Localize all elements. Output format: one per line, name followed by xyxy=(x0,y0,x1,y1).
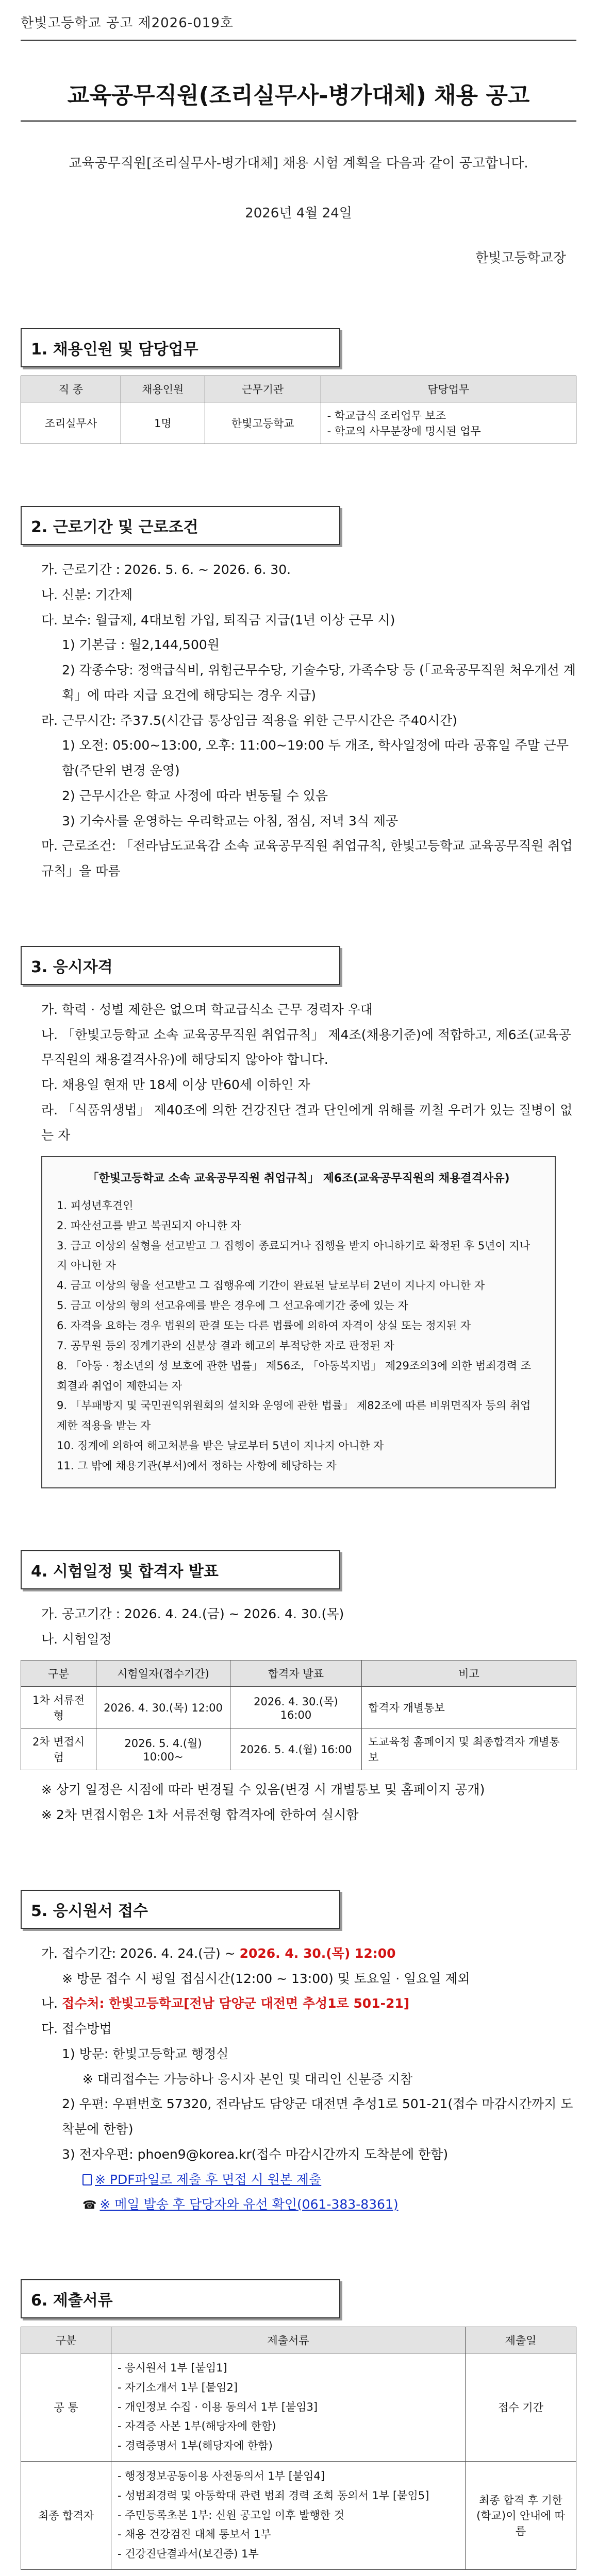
table-cell: 2차 면접시험 xyxy=(21,1728,96,1770)
schedule-table xyxy=(21,1660,576,1770)
list-item: 6. 자격을 요하는 경우 법원의 판결 또는 다른 법률에 의하여 자격이 상실 또는 정지된 자 xyxy=(57,1319,471,1332)
table-cell xyxy=(111,2461,466,2569)
text-line: 가. 근로기간 : 2026. 5. 6. ~ 2026. 6. 30. xyxy=(41,562,291,577)
list-item: - 건강진단결과서(보건증) 1부 xyxy=(118,2548,259,2561)
phone-link[interactable]: ※ 메일 발송 후 담당자와 유선 확인(061-383-8361) xyxy=(100,2197,399,2212)
email-line: 3) 전자우편: phoen9@korea.kr(접수 마감시간까지 도착분에 한함) xyxy=(62,2146,449,2162)
table-header: 구분 xyxy=(21,1660,96,1687)
list-item: - 경력증명서 1부(해당자에 한함) xyxy=(118,2439,273,2452)
section-1-title: 1. 채용인원 및 담당업무 xyxy=(21,328,340,367)
text-line: 다. 채용일 현재 만 18세 이상 만60세 이하인 자 xyxy=(41,1077,310,1092)
table-cell: 조리실무사 xyxy=(21,402,121,444)
note-line: ※ 상기 일정은 시점에 따라 변경될 수 있음(변경 시 개별통보 및 홈페이지 공개) xyxy=(41,1782,485,1798)
list-item: 11. 그 밖에 채용기관(부서)에서 정하는 사항에 해당하는 자 xyxy=(57,1459,337,1472)
school-name: 한빛고등학교장 xyxy=(475,250,566,266)
table-header: 비고 xyxy=(362,1660,576,1687)
table-cell: 공 통 xyxy=(21,2353,111,2462)
table-header: 근무기관 xyxy=(205,376,321,402)
list-item: 9. 「부패방지 및 국민권익위원회의 설치와 운영에 관한 법률」 제82조에 따른 비위면직자 등의 취업제한 적용을 받는 자 xyxy=(57,1399,531,1432)
list-item: - 성범죄경력 및 아동학대 관련 범죄 경력 조회 동의서 1부 [붙임5] xyxy=(118,2489,429,2502)
office-line xyxy=(21,1991,576,2016)
section-4 xyxy=(21,1550,576,1828)
table-header: 제출일 xyxy=(466,2327,576,2353)
text-line: 다. 보수: 월급제, 4대보험 가입, 퇴직금 지급(1년 이상 근무 시) xyxy=(41,612,395,628)
pdf-note xyxy=(21,2167,576,2193)
deadline-text: 2026. 4. 30.(목) 12:00 xyxy=(239,1945,396,1961)
text-line: 2) 각종수당: 정액급식비, 위험근무수당, 기술수당, 가족수당 등 (「교육공무직원 처우개선 계획」에 따라 지급 요건에 해당되는 경우 지급) xyxy=(62,663,576,703)
recruitment-table xyxy=(21,376,576,444)
list-item: - 개인정보 수집 · 이용 동의서 1부 [붙임3] xyxy=(118,2400,318,2413)
text-line: 나. 시험일정 xyxy=(41,1631,112,1647)
section-3-title: 3. 응시자격 xyxy=(21,946,340,985)
text-line: 마. 근로조건: 「전라남도교육감 소속 교육공무직원 취업규칙, 한빛고등학교 교육공무직원 취업 규칙」을 따름 xyxy=(41,838,573,878)
table-cell: - 학교급식 조리업무 보조 - 학교의 사무분장에 명시된 업무 xyxy=(321,402,576,444)
list-item: 5. 금고 이상의 형의 선고유예를 받은 경우에 그 선고유예기간 중에 있는 자 xyxy=(57,1299,408,1312)
section-1 xyxy=(21,328,576,444)
list-item: - 자기소개서 1부 [붙임2] xyxy=(118,2381,238,2394)
phone-icon: ☎ xyxy=(82,2199,97,2212)
table-cell xyxy=(111,2353,466,2462)
text-line: 1) 방문: 한빛고등학교 행정실 xyxy=(62,2046,229,2061)
table-cell: 2026. 4. 30.(목) 12:00 xyxy=(96,1687,230,1728)
table-cell: 도교육청 홈페이지 및 최종합격자 개별통보 xyxy=(362,1728,576,1770)
table-cell: 1차 서류전형 xyxy=(21,1687,96,1728)
office-text: 접수처: 한빛고등학교[전남 담양군 대전면 추성1로 501-21] xyxy=(62,1996,410,2011)
text-line: 가. 공고기간 : 2026. 4. 24.(금) ~ 2026. 4. 30.(목) xyxy=(41,1606,344,1621)
section-2-title: 2. 근로기간 및 근로조건 xyxy=(21,506,340,545)
list-item: 8. 「아동 · 청소년의 성 보호에 관한 법률」 제56조, 「아동복지법」 제29조의3에 의한 범죄경력 조회결과 취업이 제한되는 자 xyxy=(57,1359,532,1392)
table-header: 합격자 발표 xyxy=(230,1660,361,1687)
period-prefix: 가. 접수기간: 2026. 4. 24.(금) ~ xyxy=(41,1945,240,1961)
section-5 xyxy=(21,1890,576,2217)
period-line xyxy=(21,1941,576,1967)
table-header: 구분 xyxy=(21,2327,111,2353)
table-row xyxy=(21,1728,576,1770)
table-header: 직 종 xyxy=(21,376,121,402)
text-line: 라. 「식품위생법」 제40조에 의한 건강진단 결과 단인에게 위해를 끼칠 우려가 있는 질병이 없는 자 xyxy=(41,1102,573,1143)
text-line: 2) 우편: 우편번호 57320, 전라남도 담양군 대전면 추성1로 501-21(접수 마감시간까지 도착분에 한함) xyxy=(62,2096,573,2137)
table-cell: 접수 기간 xyxy=(466,2353,576,2462)
table-cell: 최종 합격자 xyxy=(21,2461,111,2569)
list-item: - 채용 건강검진 대체 통보서 1부 xyxy=(118,2528,271,2541)
list-item: - 주민등록초본 1부: 신원 공고일 이후 발행한 것 xyxy=(118,2509,344,2521)
section-4-title: 4. 시험일정 및 합격자 발표 xyxy=(21,1550,340,1589)
list-item: 10. 징계에 의하여 해고처분을 받은 날로부터 5년이 지나지 아니한 자 xyxy=(57,1439,384,1452)
disqualification-box xyxy=(41,1156,556,1488)
note-line: ※ 2차 면접시험은 1차 서류전형 합격자에 한하여 실시함 xyxy=(41,1807,359,1822)
table-row xyxy=(21,1687,576,1728)
list-item: 4. 금고 이상의 형을 선고받고 그 집행유예 기간이 완료된 날로부터 2년이 지나지 아니한 자 xyxy=(57,1279,485,1292)
intro-text: 교육공무직원[조리실무사-병가대체] 채용 시험 계획을 다음과 같이 공고합니다. xyxy=(69,156,528,171)
section-6 xyxy=(21,2279,576,2570)
table-row xyxy=(21,2461,576,2569)
table-cell: 2026. 5. 4.(월) 10:00~ xyxy=(96,1728,230,1770)
text-line: 3) 기숙사를 운영하는 우리학교는 아침, 점심, 저녁 3식 제공 xyxy=(62,813,399,828)
list-item: 3. 금고 이상의 실형을 선고받고 그 집행이 종료되거나 집행을 받지 아니하기로 확정된 후 5년이 지나지 아니한 자 xyxy=(57,1239,530,1272)
table-cell: 한빛고등학교 xyxy=(205,402,321,444)
text-line: 나. 신분: 기간제 xyxy=(41,587,133,602)
section-2 xyxy=(21,506,576,884)
header-rule xyxy=(21,40,576,41)
table-cell: 최종 합격 후 기한(학교)이 안내에 따름 xyxy=(466,2461,576,2569)
text-line: 라. 근무시간: 주37.5(시간급 통상임금 적용을 위한 근무시간은 주40시간) xyxy=(41,713,457,728)
pdf-link[interactable]: ※ PDF파일로 제출 후 면접 시 원본 제출 xyxy=(95,2172,322,2187)
section-6-title: 6. 제출서류 xyxy=(21,2279,340,2318)
table-header: 채용인원 xyxy=(121,376,205,402)
table-header: 시험일자(접수기간) xyxy=(96,1660,230,1687)
table-cell: 합격자 개별통보 xyxy=(362,1687,576,1728)
list-item: 2. 파산선고를 받고 복권되지 아니한 자 xyxy=(57,1219,241,1232)
list-item: 7. 공무원 등의 징계기관의 신분상 결과 해고의 부적당한 자로 판정된 자 xyxy=(57,1339,394,1352)
table-header: 담당업무 xyxy=(321,376,576,402)
text-line: ※ 방문 접수 시 평일 접심시간(12:00 ~ 13:00) 및 토요일 · 일요일 제외 xyxy=(62,1971,470,1986)
table-row xyxy=(21,2353,576,2462)
table-cell: 2026. 5. 4.(월) 16:00 xyxy=(230,1728,361,1770)
section-5-title: 5. 응시원서 접수 xyxy=(21,1890,340,1929)
text-line: 나. 「한빛고등학교 소속 교육공무직원 취업규칙」 제4조(채용기준)에 적합하고, 제6조(교육공무직원의 채용결격사유)에 해당되지 않아야 합니다. xyxy=(41,1027,571,1067)
table-header: 제출서류 xyxy=(111,2327,466,2353)
table-row xyxy=(21,402,576,444)
notice-number: 한빛고등학교 공고 제2026-019호 xyxy=(21,15,234,31)
table-cell: 2026. 4. 30.(목) 16:00 xyxy=(230,1687,361,1728)
notice-date: 2026년 4월 24일 xyxy=(245,206,352,221)
list-item: - 응시원서 1부 [붙임1] xyxy=(118,2362,227,2374)
page-title: 교육공무직원(조리실무사-병가대체) 채용 공고 xyxy=(21,77,576,122)
text-line: 가. 학력 · 성별 제한은 없으며 학교급식소 근무 경력자 우대 xyxy=(41,1002,373,1017)
text-line: 1) 오전: 05:00~13:00, 오후: 11:00~19:00 두 개조, 학사일정에 따라 공휴일 주말 근무 함(주단위 변경 운영) xyxy=(62,738,569,778)
text-line: ※ 대리접수는 가능하나 응시자 본인 및 대리인 신분증 지참 xyxy=(82,2071,412,2087)
section-3 xyxy=(21,946,576,1488)
phone-note xyxy=(21,2192,576,2217)
text-line: 다. 접수방법 xyxy=(41,2021,112,2036)
table-cell: 1명 xyxy=(121,402,205,444)
documents-table xyxy=(21,2327,576,2570)
list-item: - 자격증 사본 1부(해당자에 한함) xyxy=(118,2420,276,2433)
box-title: 「한빛고등학교 소속 교육공무직원 취업규칙」 제6조(교육공무직원의 채용결격사유) xyxy=(87,1172,510,1185)
text-line: 1) 기본급 : 월2,144,500원 xyxy=(62,637,220,653)
document-icon xyxy=(82,2174,92,2185)
list-item: - 행정정보공동이용 사전동의서 1부 [붙임4] xyxy=(118,2469,325,2482)
text-line: 2) 근무시간은 학교 사정에 따라 변동될 수 있음 xyxy=(62,788,328,803)
list-item: 1. 피성년후견인 xyxy=(57,1199,134,1212)
office-prefix: 나. xyxy=(41,1996,62,2011)
